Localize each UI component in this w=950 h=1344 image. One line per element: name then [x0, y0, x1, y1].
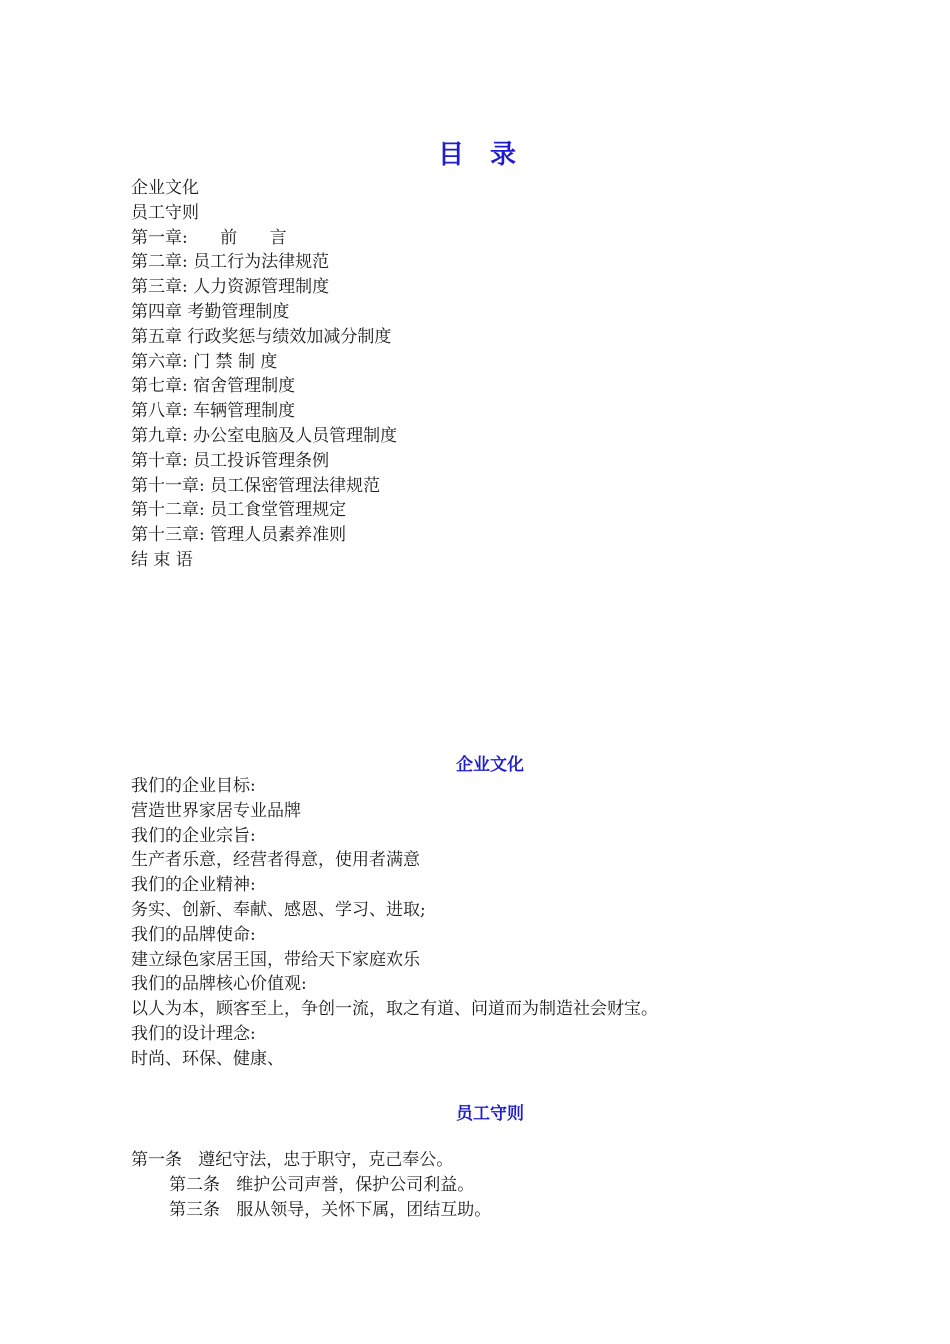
toc-item: 第十章: 员工投诉管理条例 [131, 450, 330, 471]
toc-item: 第九章: 办公室电脑及人员管理制度 [131, 425, 398, 446]
toc-list [131, 176, 397, 573]
culture-line: 营造世界家居专业品牌 [131, 800, 301, 821]
culture-line: 我们的企业目标: [131, 776, 256, 796]
culture-line: 我们的企业宗旨: [131, 825, 256, 846]
culture-line: 我们的品牌使命: [131, 924, 256, 945]
rule-article: 第二条 维护公司声誉，保护公司利益。 [169, 1174, 475, 1195]
culture-line: 建立绿色家居王国，带给天下家庭欢乐 [131, 949, 420, 970]
culture-line: 我们的设计理念: [131, 1023, 256, 1044]
toc-item: 第十二章: 员工食堂管理规定 [131, 500, 347, 521]
rules-title: 员工守则 [456, 1104, 524, 1124]
culture-line: 以人为本，顾客至上，争创一流，取之有道、问道而为制造社会财宝。 [131, 999, 658, 1020]
toc-title: 目录 [437, 140, 542, 170]
toc-item: 第四章 考勤管理制度 [131, 301, 290, 322]
toc-item: 第二章: 员工行为法律规范 [131, 252, 330, 273]
toc-item: 第一章: 前 言 [131, 227, 287, 248]
rule-article: 第三条 服从领导，关怀下属，团结互助。 [169, 1199, 492, 1220]
culture-line: 生产者乐意，经营者得意，使用者满意 [131, 850, 420, 871]
toc-item: 第十三章: 管理人员素养准则 [131, 525, 347, 546]
toc-item: 第六章: 门 禁 制 度 [131, 351, 278, 372]
toc-item: 企业文化 [131, 178, 199, 198]
culture-line: 时尚、环保、健康、 [131, 1048, 284, 1069]
toc-item: 第八章: 车辆管理制度 [131, 401, 296, 422]
culture-line: 务实、创新、奉献、感恩、学习、进取; [131, 899, 426, 920]
toc-item: 结 束 语 [131, 549, 193, 570]
culture-section [131, 774, 658, 1072]
culture-title: 企业文化 [456, 755, 524, 775]
toc-item: 第五章 行政奖惩与绩效加减分制度 [131, 326, 392, 347]
culture-line: 我们的品牌核心价值观: [131, 974, 307, 995]
toc-item: 员工守则 [131, 202, 199, 223]
toc-item: 第十一章: 员工保密管理法律规范 [131, 475, 381, 496]
culture-line: 我们的企业精神: [131, 875, 256, 896]
rule-article: 第一条 遵纪守法，忠于职守，克己奉公。 [131, 1150, 454, 1170]
rules-section [131, 1148, 491, 1222]
toc-item: 第三章: 人力资源管理制度 [131, 277, 330, 298]
toc-item: 第七章: 宿舍管理制度 [131, 376, 296, 397]
